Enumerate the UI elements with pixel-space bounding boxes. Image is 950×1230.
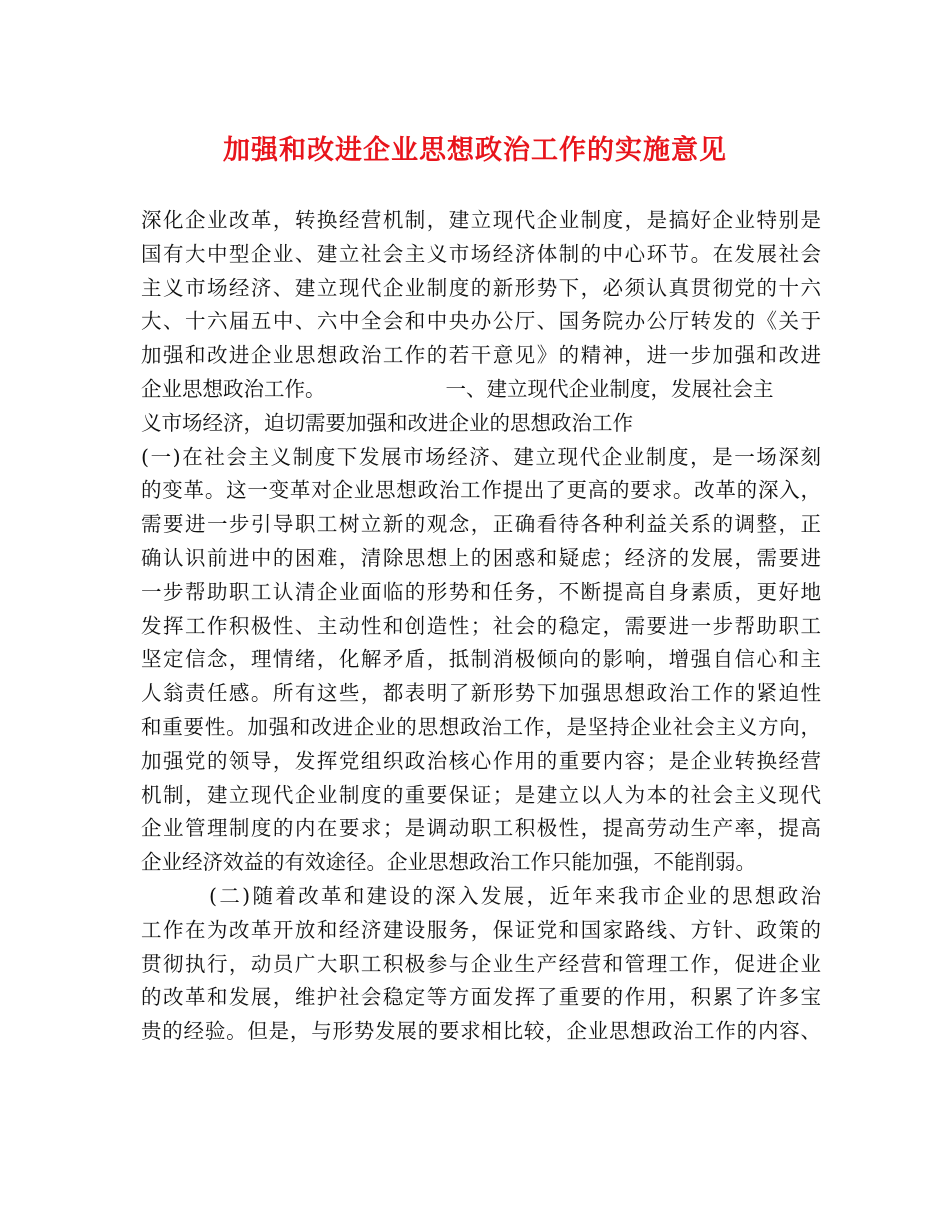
body-line: 一步帮助职工认清企业面临的形势和任务，不断提高自身素质，更好地 [141,579,821,604]
body-line: 人翁责任感。所有这些，都表明了新形势下加强思想政治工作的紧迫性 [141,681,821,706]
body-line-indented: (二)随着改革和建设的深入发展，近年来我市企业的思想政治 [209,883,821,908]
section-heading-start: 一、建立现代企业制度，发展社会主 [445,376,774,401]
document-body [141,204,821,1049]
section-heading-continuation: 义市场经济，迫切需要加强和改进企业的思想政治工作 [141,410,633,435]
body-line: 的变革。这一变革对企业思想政治工作提出了更高的要求。改革的深入， [141,478,821,503]
document-title: 加强和改进企业思想政治工作的实施意见 [223,135,727,166]
body-line: 机制，建立现代企业制度的重要保证；是建立以人为本的社会主义现代 [141,782,821,807]
body-line-part: 企业思想政治工作。 [141,376,326,401]
body-line: 坚定信念，理情绪，化解矛盾，抵制消极倾向的影响，增强自信心和主 [141,647,821,672]
body-line: 确认识前进中的困难，清除思想上的困惑和疑虑；经济的发展，需要进 [141,545,821,570]
body-line: 大、十六届五中、六中全会和中央办公厅、国务院办公厅转发的《关于 [141,309,821,334]
body-line: 工作在为改革开放和经济建设服务，保证党和国家路线、方针、政策的 [141,917,821,942]
body-line: 国有大中型企业、建立社会主义市场经济体制的中心环节。在发展社会 [141,241,821,266]
body-line: 需要进一步引导职工树立新的观念，正确看待各种利益关系的调整，正 [141,512,821,537]
body-line: 贯彻执行，动员广大职工积极参与企业生产经营和管理工作，促进企业 [141,951,821,976]
body-line: 加强党的领导，发挥党组织政治核心作用的重要内容；是企业转换经营 [141,748,821,773]
body-line: 加强和改进企业思想政治工作的若干意见》的精神，进一步加强和改进 [141,343,821,368]
body-line: 深化企业改革，转换经营机制，建立现代企业制度，是搞好企业特别是 [141,208,821,232]
body-line: 贵的经验。但是，与形势发展的要求相比较，企业思想政治工作的内容、 [141,1019,821,1044]
body-line: 和重要性。加强和改进企业的思想政治工作，是坚持企业社会主义方向， [141,714,821,739]
body-line: 企业经济效益的有效途径。企业思想政治工作只能加强，不能削弱。 [141,850,756,875]
body-line: 发挥工作积极性、主动性和创造性；社会的稳定，需要进一步帮助职工 [141,613,821,638]
body-line-mixed [141,373,821,407]
body-line: 主义市场经济、建立现代企业制度的新形势下，必须认真贯彻党的十六 [141,275,821,300]
body-line: (一)在社会主义制度下发展市场经济、建立现代企业制度，是一场深刻 [141,444,821,469]
body-line: 企业管理制度的内在要求；是调动职工积极性，提高劳动生产率，提高 [141,816,821,841]
body-line: 的改革和发展，维护社会稳定等方面发挥了重要的作用，积累了许多宝 [141,985,821,1010]
